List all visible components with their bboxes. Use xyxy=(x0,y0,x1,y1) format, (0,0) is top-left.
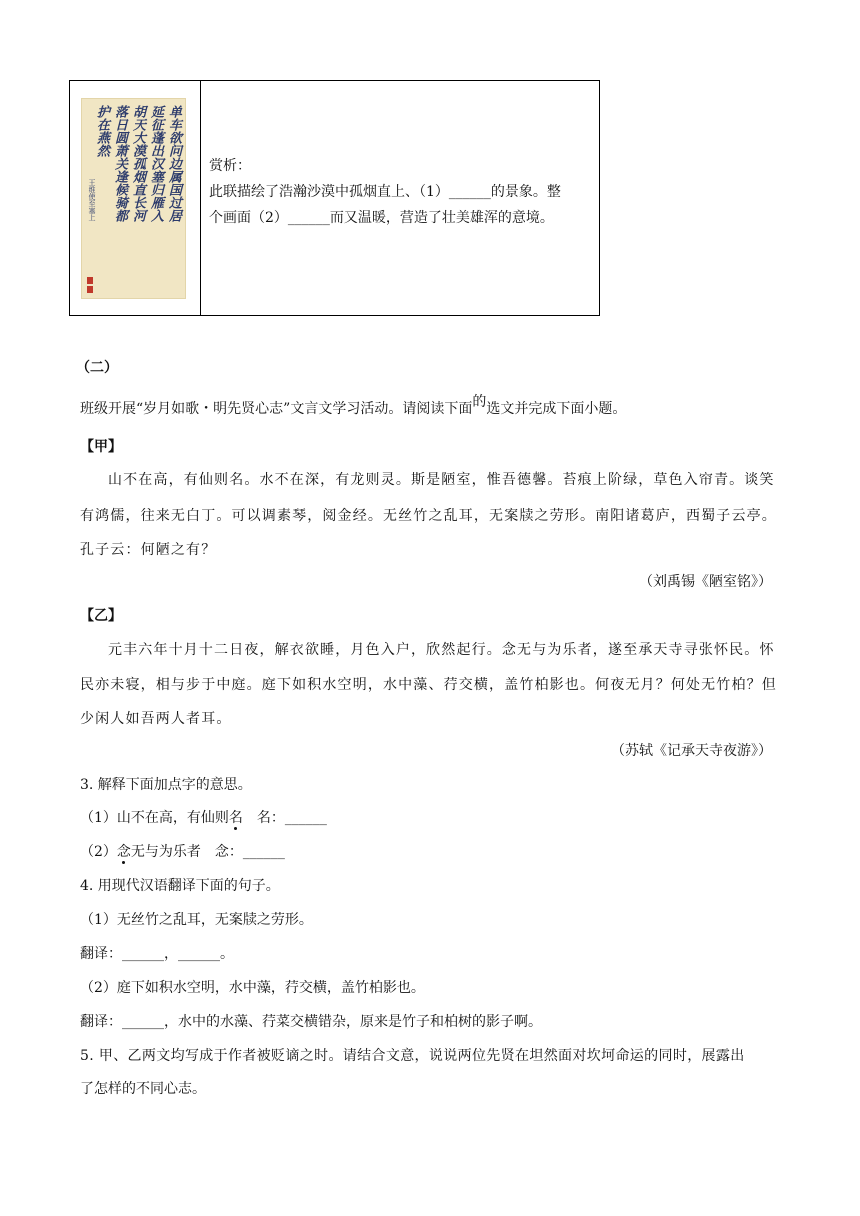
passage-yi-label: 【乙】 xyxy=(80,608,122,624)
red-seal-stamp xyxy=(87,286,93,293)
calligraphy-column: 胡天大漠孤烟直长河 xyxy=(130,105,145,222)
question-3-item xyxy=(80,808,327,828)
question-3-item xyxy=(80,842,285,862)
dotted-character: 念 xyxy=(116,844,131,860)
appreciation-cell xyxy=(209,153,595,231)
calligraphy-column: 落日圆萧关逢候骑都 xyxy=(112,105,127,222)
calligraphy-column: 单车欲问边属国过居 xyxy=(166,105,181,222)
intro-text: 班级开展“岁月如歌・明先贤心志”文言文学习活动。请阅读下面 xyxy=(80,401,473,417)
poem-table xyxy=(69,80,600,316)
question-4-item: （1）无丝竹之乱耳，无案牍之劳形。 xyxy=(80,912,313,928)
question-4-answer: 翻译：______，水中的水藻、荇菜交横错杂，原来是竹子和柏树的影子啊。 xyxy=(80,1014,542,1030)
question-5-line: 了怎样的不同心志。 xyxy=(80,1081,206,1097)
section-heading: （二） xyxy=(76,360,118,376)
appreciation-line: 此联描绘了浩瀚沙漠中孤烟直上、（1）______的景象。整 xyxy=(209,184,561,200)
question-4-item: （2）庭下如积水空明，水中藻，荇交横，盖竹柏影也。 xyxy=(80,980,425,996)
passage-jia-source: （刘禹锡《陋室铭》） xyxy=(639,574,772,590)
passage-yi-source: （苏轼《记承天寺夜游》） xyxy=(611,743,772,759)
red-seal-stamp xyxy=(87,277,93,284)
item-text: 名：______ xyxy=(242,810,327,826)
intro-text: 选文并完成下面小题。 xyxy=(486,401,627,417)
calligraphy-image xyxy=(81,98,186,299)
calligraphy-column: 护在燕然 xyxy=(94,105,109,157)
passage-jia-line: 孔子云：何陋之有？ xyxy=(80,542,217,558)
table-divider xyxy=(200,81,201,315)
question-3-title: 3. 解释下面加点字的意思。 xyxy=(80,777,252,793)
item-text: （1）山不在高，有仙则 xyxy=(80,810,229,826)
question-4-answer: 翻译：______，______。 xyxy=(80,946,234,962)
passage-jia-label: 【甲】 xyxy=(80,439,122,455)
appreciation-line: 个画面（2）______而又温暖，营造了壮美雄浑的意境。 xyxy=(209,210,554,226)
passage-yi-line: 民亦未寝，相与步于中庭。庭下如积水空明，水中藻、荇交横，盖竹柏影也。何夜无月？何处无竹柏？但 xyxy=(80,677,777,693)
question-5-line: 5. 甲、乙两文均写成于作者被贬谪之时。请结合文意，说说两位先贤在坦然面对坎坷命运的同时，展露出 xyxy=(80,1048,745,1064)
section-intro xyxy=(80,394,627,419)
calligraphy-inscription: 王维使至塞上 xyxy=(88,179,96,221)
passage-yi-line: 元丰六年十月十二日夜，解衣欲睡，月色入户，欣然起行。念无与为乐者，遂至承天寺寻张怀民。怀 xyxy=(108,642,775,658)
appreciation-title: 赏析： xyxy=(209,158,251,174)
intro-superscript: 的 xyxy=(472,394,487,410)
question-4-title: 4. 用现代汉语翻译下面的句子。 xyxy=(80,878,280,894)
passage-jia-line: 山不在高，有仙则名。水不在深，有龙则灵。斯是陋室，惟吾德馨。苔痕上阶绿，草色入帘青。谈笑 xyxy=(108,472,775,488)
passage-yi-line: 少闲人如吾两人者耳。 xyxy=(80,711,232,727)
passage-jia-line: 有鸿儒，往来无白丁。可以调素琴，阅金经。无丝竹之乱耳，无案牍之劳形。南阳诸葛庐，西蜀子云亭。 xyxy=(80,508,777,524)
calligraphy-column: 延征蓬出汉塞归雁入 xyxy=(148,105,163,222)
item-text: （2） xyxy=(80,844,117,860)
dotted-character: 名 xyxy=(228,810,243,826)
item-text: 无与为乐者 念：______ xyxy=(130,844,285,860)
